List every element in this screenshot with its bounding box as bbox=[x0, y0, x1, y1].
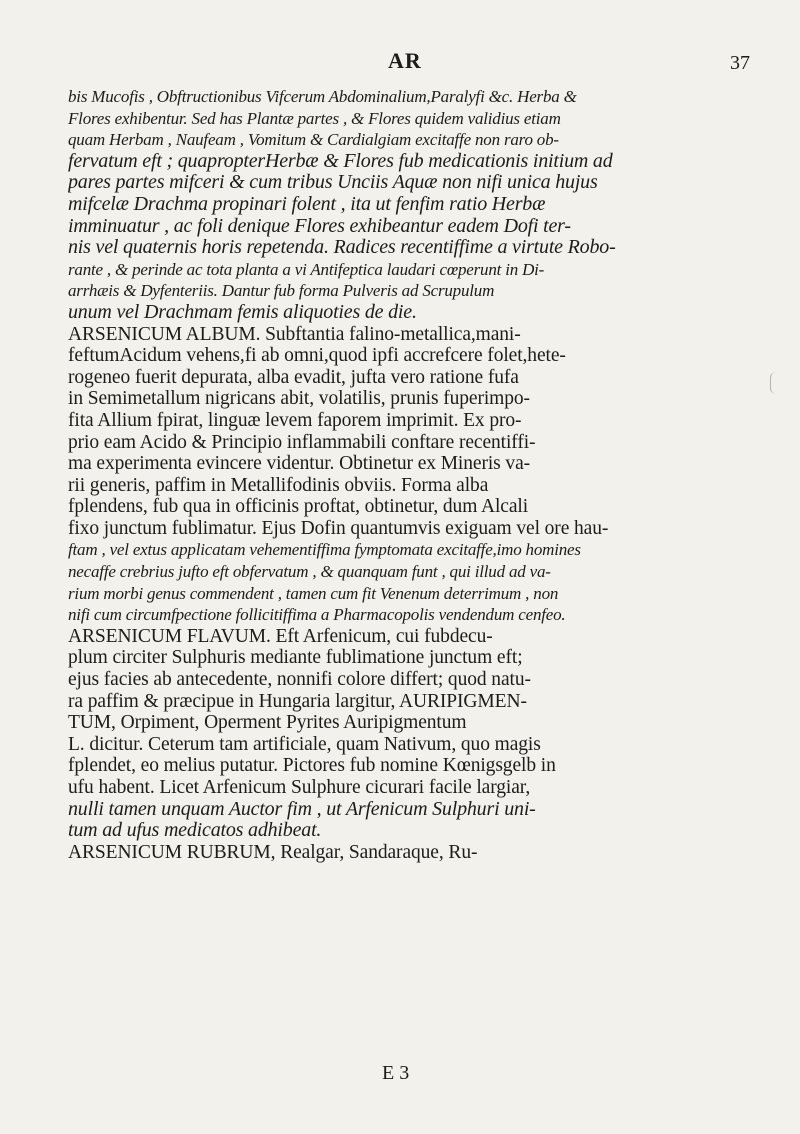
text-line: feftumAcidum vehens,fi ab omni,quod ipfi accrefcere folet,hete- bbox=[68, 345, 566, 367]
text-line: nifi cum circumfpectione follicitiffima a Pharmacopolis vendendum cenfeo. bbox=[68, 605, 566, 625]
text-line: imminuatur , ac foli denique Flores exhibeantur eadem Dofi ter- bbox=[68, 215, 571, 237]
body-text bbox=[68, 86, 728, 863]
text-line: quam Herbam , Naufeam , Vomitum & Cardialgiam excitaffe non raro ob- bbox=[68, 130, 559, 150]
text-line: ejus facies ab antecedente, nonnifi colore differt; quod natu- bbox=[68, 669, 531, 691]
text-line: fixo junctum fublimatur. Ejus Dofin quantumvis exiguam vel ore hau- bbox=[68, 517, 609, 539]
text-line: pares partes mifceri & cum tribus Unciis Aquæ non nifi unica hujus bbox=[68, 172, 598, 194]
text-line: ARSENICUM RUBRUM, Realgar, Sandaraque, Ru- bbox=[68, 841, 478, 863]
text-line: TUM, Orpiment, Operment Pyrites Auripigmentum bbox=[68, 712, 467, 734]
text-line: nis vel quaternis horis repetenda. Radices recentiffime a virtute Robo- bbox=[68, 237, 616, 259]
text-line: nulli tamen unquam Auctor fim , ut Arfenicum Sulphuri uni- bbox=[68, 798, 536, 820]
text-line: fervatum eft ; quapropterHerbæ & Flores fub medicationis initium ad bbox=[68, 150, 613, 172]
text-line: rogeneo fuerit depurata, alba evadit, jufta vero ratione fufa bbox=[68, 366, 519, 388]
text-line: Flores exhibentur. Sed has Plantæ partes , & Flores quidem validius etiam bbox=[68, 108, 561, 128]
margin-bracket-mark bbox=[770, 372, 777, 394]
head-word: AR bbox=[388, 48, 422, 73]
text-line: ufu habent. Licet Arfenicum Sulphure cicurari facile largiar, bbox=[68, 777, 531, 798]
text-line: rii generis, paffim in Metallifodinis obviis. Forma alba bbox=[68, 474, 489, 496]
text-line: plum circiter Sulphuris mediante fublimatione junctum eft; bbox=[68, 647, 523, 669]
page-number: 37 bbox=[730, 52, 750, 74]
running-head bbox=[0, 48, 800, 76]
text-line: fplendens, fub qua in officinis proftat, obtinetur, dum Alcali bbox=[68, 496, 529, 518]
text-line: in Semimetallum nigricans abit, volatilis, prunis fuperimpo- bbox=[68, 388, 530, 410]
text-line: fita Allium fpirat, linguæ levem faporem imprimit. Ex pro- bbox=[68, 409, 522, 431]
text-line: unum vel Drachmam femis aliquoties de die. bbox=[68, 301, 417, 323]
text-line: mifcelæ Drachma propinari folent , ita ut fenfim ratio Herbæ bbox=[68, 193, 546, 215]
text-line: tum ad ufus medicatos adhibeat. bbox=[68, 820, 322, 842]
text-line: rium morbi genus commendent , tamen cum fit Venenum deterrimum , non bbox=[68, 583, 559, 603]
text-line: rante , & perinde ac tota planta a vi Antifeptica laudari cœperunt in Di- bbox=[68, 259, 545, 279]
text-line: bis Mucofis , Obftructionibus Vifcerum Abdominalium,Paralyfi &c. Herba & bbox=[68, 87, 577, 106]
text-line: ARSENICUM FLAVUM. Eft Arfenicum, cui fubdecu- bbox=[68, 625, 493, 647]
text-line: prio eam Acido & Principio inflammabili conftare recentiffi- bbox=[68, 431, 536, 453]
text-line: ARSENICUM ALBUM. Subftantia falino-metallica,mani- bbox=[68, 323, 521, 345]
text-line: L. dicitur. Ceterum tam artificiale, quam Nativum, quo magis bbox=[68, 733, 541, 755]
text-line: necaffe crebrius jufto eft obfervatum , & quanquam funt , qui illud ad va- bbox=[68, 562, 551, 582]
text-line: ra paffim & præcipue in Hungaria largitur, AURIPIGMEN- bbox=[68, 690, 527, 712]
text-line: fplendet, eo melius putatur. Pictores fub nomine Kœnigsgelb in bbox=[68, 755, 556, 777]
signature-mark: E 3 bbox=[382, 1062, 410, 1084]
text-line: ma experimenta evincere videntur. Obtinetur ex Mineris va- bbox=[68, 453, 531, 475]
text-line: arrhæis & Dyfenteriis. Dantur fub forma Pulveris ad Scrupulum bbox=[68, 281, 495, 301]
text-line: ftam , vel extus applicatam vehementiffima fymptomata excitaffe,imo homines bbox=[68, 540, 581, 560]
